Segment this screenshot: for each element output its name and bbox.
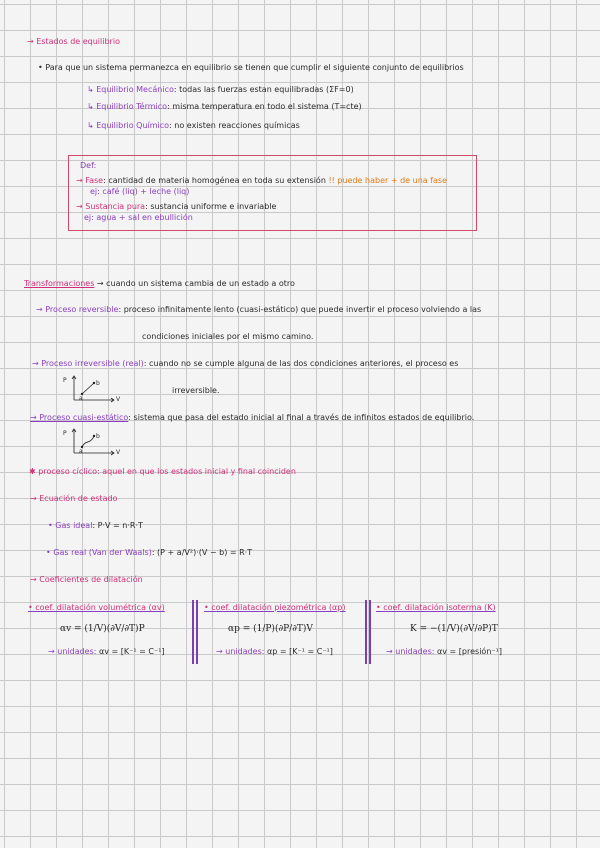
proceso-irreversible [32,359,458,369]
pv-graph-irreversible [60,374,120,404]
coef-volumetrica-units-label: → unidades: [48,647,97,656]
proceso-irreversible-desc: : cuando no se cumple alguna de las dos condiciones anteriores, el proceso es [143,359,459,368]
estados-intro: • Para que un sistema permanezca en equilibrio se tienen que cumplir el siguiente conjunto de equilibrios [38,63,464,72]
coef-piezometrica-units-label: → unidades: [216,647,265,656]
coef-isoterma-units-label: → unidades: [386,647,435,656]
equilibrio-termico-term: ↳ Equilibrio Térmico [87,102,168,111]
equilibrio-termico-desc: : misma temperatura en todo el sistema (T=cte) [167,102,362,111]
equilibrio-termico [87,102,362,112]
equilibrio-mecanico [87,85,354,95]
def-fase [76,176,447,186]
gas-real [46,548,252,558]
gas-real-term: • Gas real (Van der Waals) [46,548,152,557]
graph1-point-a: a [79,395,83,402]
coef-isoterma-formula: K = −(1/V)(∂V/∂P)T [410,624,498,634]
equilibrio-mecanico-desc: : todas las fuerzas estan equilibradas (ΣF=0) [173,85,354,94]
proceso-reversible-desc2: condiciones iniciales por el mismo camino. [142,332,314,341]
coef-piezometrica-units-value: αp = [K⁻¹ = C⁻¹] [267,647,333,656]
graph1-axis-v: V [116,396,121,403]
coef-isoterma-units [386,647,502,657]
equilibrio-mecanico-term: ↳ Equilibrio Mecánico [87,85,174,94]
coef-piezometrica-title: • coef. dilatación piezométrica (αp) [204,603,346,612]
divider-1b [196,600,198,664]
divider-2a [365,600,367,664]
graph2-axis-p: P [63,430,67,437]
divider-1a [192,600,194,664]
coef-piezometrica-formula: αp = (1/P)(∂P/∂T)V [228,624,313,634]
divider-2b [369,600,371,664]
def-fase-term: → Fase [76,176,104,185]
equilibrio-quimico-desc: : no existen reacciones químicas [169,121,300,130]
proceso-cuasi [30,413,474,423]
def-fase-example: ej: café (liq) + leche (liq) [90,187,190,196]
graph1-axis-p: P [63,377,67,384]
coef-isoterma-units-value: αv = [presión⁻¹] [437,647,502,656]
graph2-axis-v: V [116,449,121,456]
coef-volumetrica-formula: αv = (1/V)(∂V/∂T)P [60,624,145,634]
proceso-ciclico: ✱ proceso cíclico: aquel en que los estados inicial y final coinciden [29,467,296,476]
transformaciones-heading: Transformaciones [24,279,95,288]
estados-heading: → Estados de equilibrio [27,37,120,46]
proceso-irreversible-desc2: irreversible. [172,386,220,395]
transformaciones-desc: → cuando un sistema cambia de un estado a otro [96,279,295,288]
def-sustancia-desc: : sustancia uniforme e invariable [145,202,277,211]
def-sustancia-term: → Sustancia pura [76,202,146,211]
def-sustancia-example: ej: agua + sal en ebullición [84,213,193,222]
gas-ideal-formula: : P·V = n·R·T [92,521,143,530]
def-fase-note: !! puede haber + de una fase [328,176,448,185]
coef-volumetrica-units [48,647,165,657]
equilibrio-quimico-term: ↳ Equilibrio Químico [87,121,170,130]
proceso-reversible-desc: : proceso infinitamente lento (cuasi-estático) que puede invertir el proceso volviendo a las [118,305,482,314]
gas-real-formula: : (P + a/V²)·(V − b) = R·T [151,548,253,557]
graph1-point-b: b [96,380,100,387]
gas-ideal-term: • Gas ideal [48,521,93,530]
proceso-reversible-term: → Proceso reversible [36,305,119,314]
transformaciones-line [24,279,295,289]
graph2-point-a: a [79,448,83,455]
gas-ideal [48,521,143,531]
def-label: Def: [80,161,97,170]
coef-isoterma-title: • coef. dilatación isoterma (K) [376,603,496,612]
proceso-reversible [36,305,481,315]
coef-volumetrica-title: • coef. dilatación volumétrica (αv) [28,603,165,612]
ecuacion-heading: → Ecuación de estado [30,494,118,503]
def-sustancia [76,202,276,212]
proceso-cuasi-term: → Proceso cuasi-estático [30,413,129,422]
coef-piezometrica-units [216,647,333,657]
equilibrio-quimico [87,121,300,131]
coef-volumetrica-units-value: αv = [K⁻¹ = C⁻¹] [99,647,165,656]
proceso-irreversible-term: → Proceso irreversible (real) [32,359,144,368]
pv-graph-cuasi [60,427,120,457]
coeficientes-heading: → Coeficientes de dilatación [30,575,143,584]
graph2-point-b: b [96,433,100,440]
proceso-cuasi-desc: : sistema que pasa del estado inicial al final a través de infinitos estados de equilibrio. [128,413,475,422]
def-fase-desc: : cantidad de materia homogénea en toda su extensión [103,176,326,185]
